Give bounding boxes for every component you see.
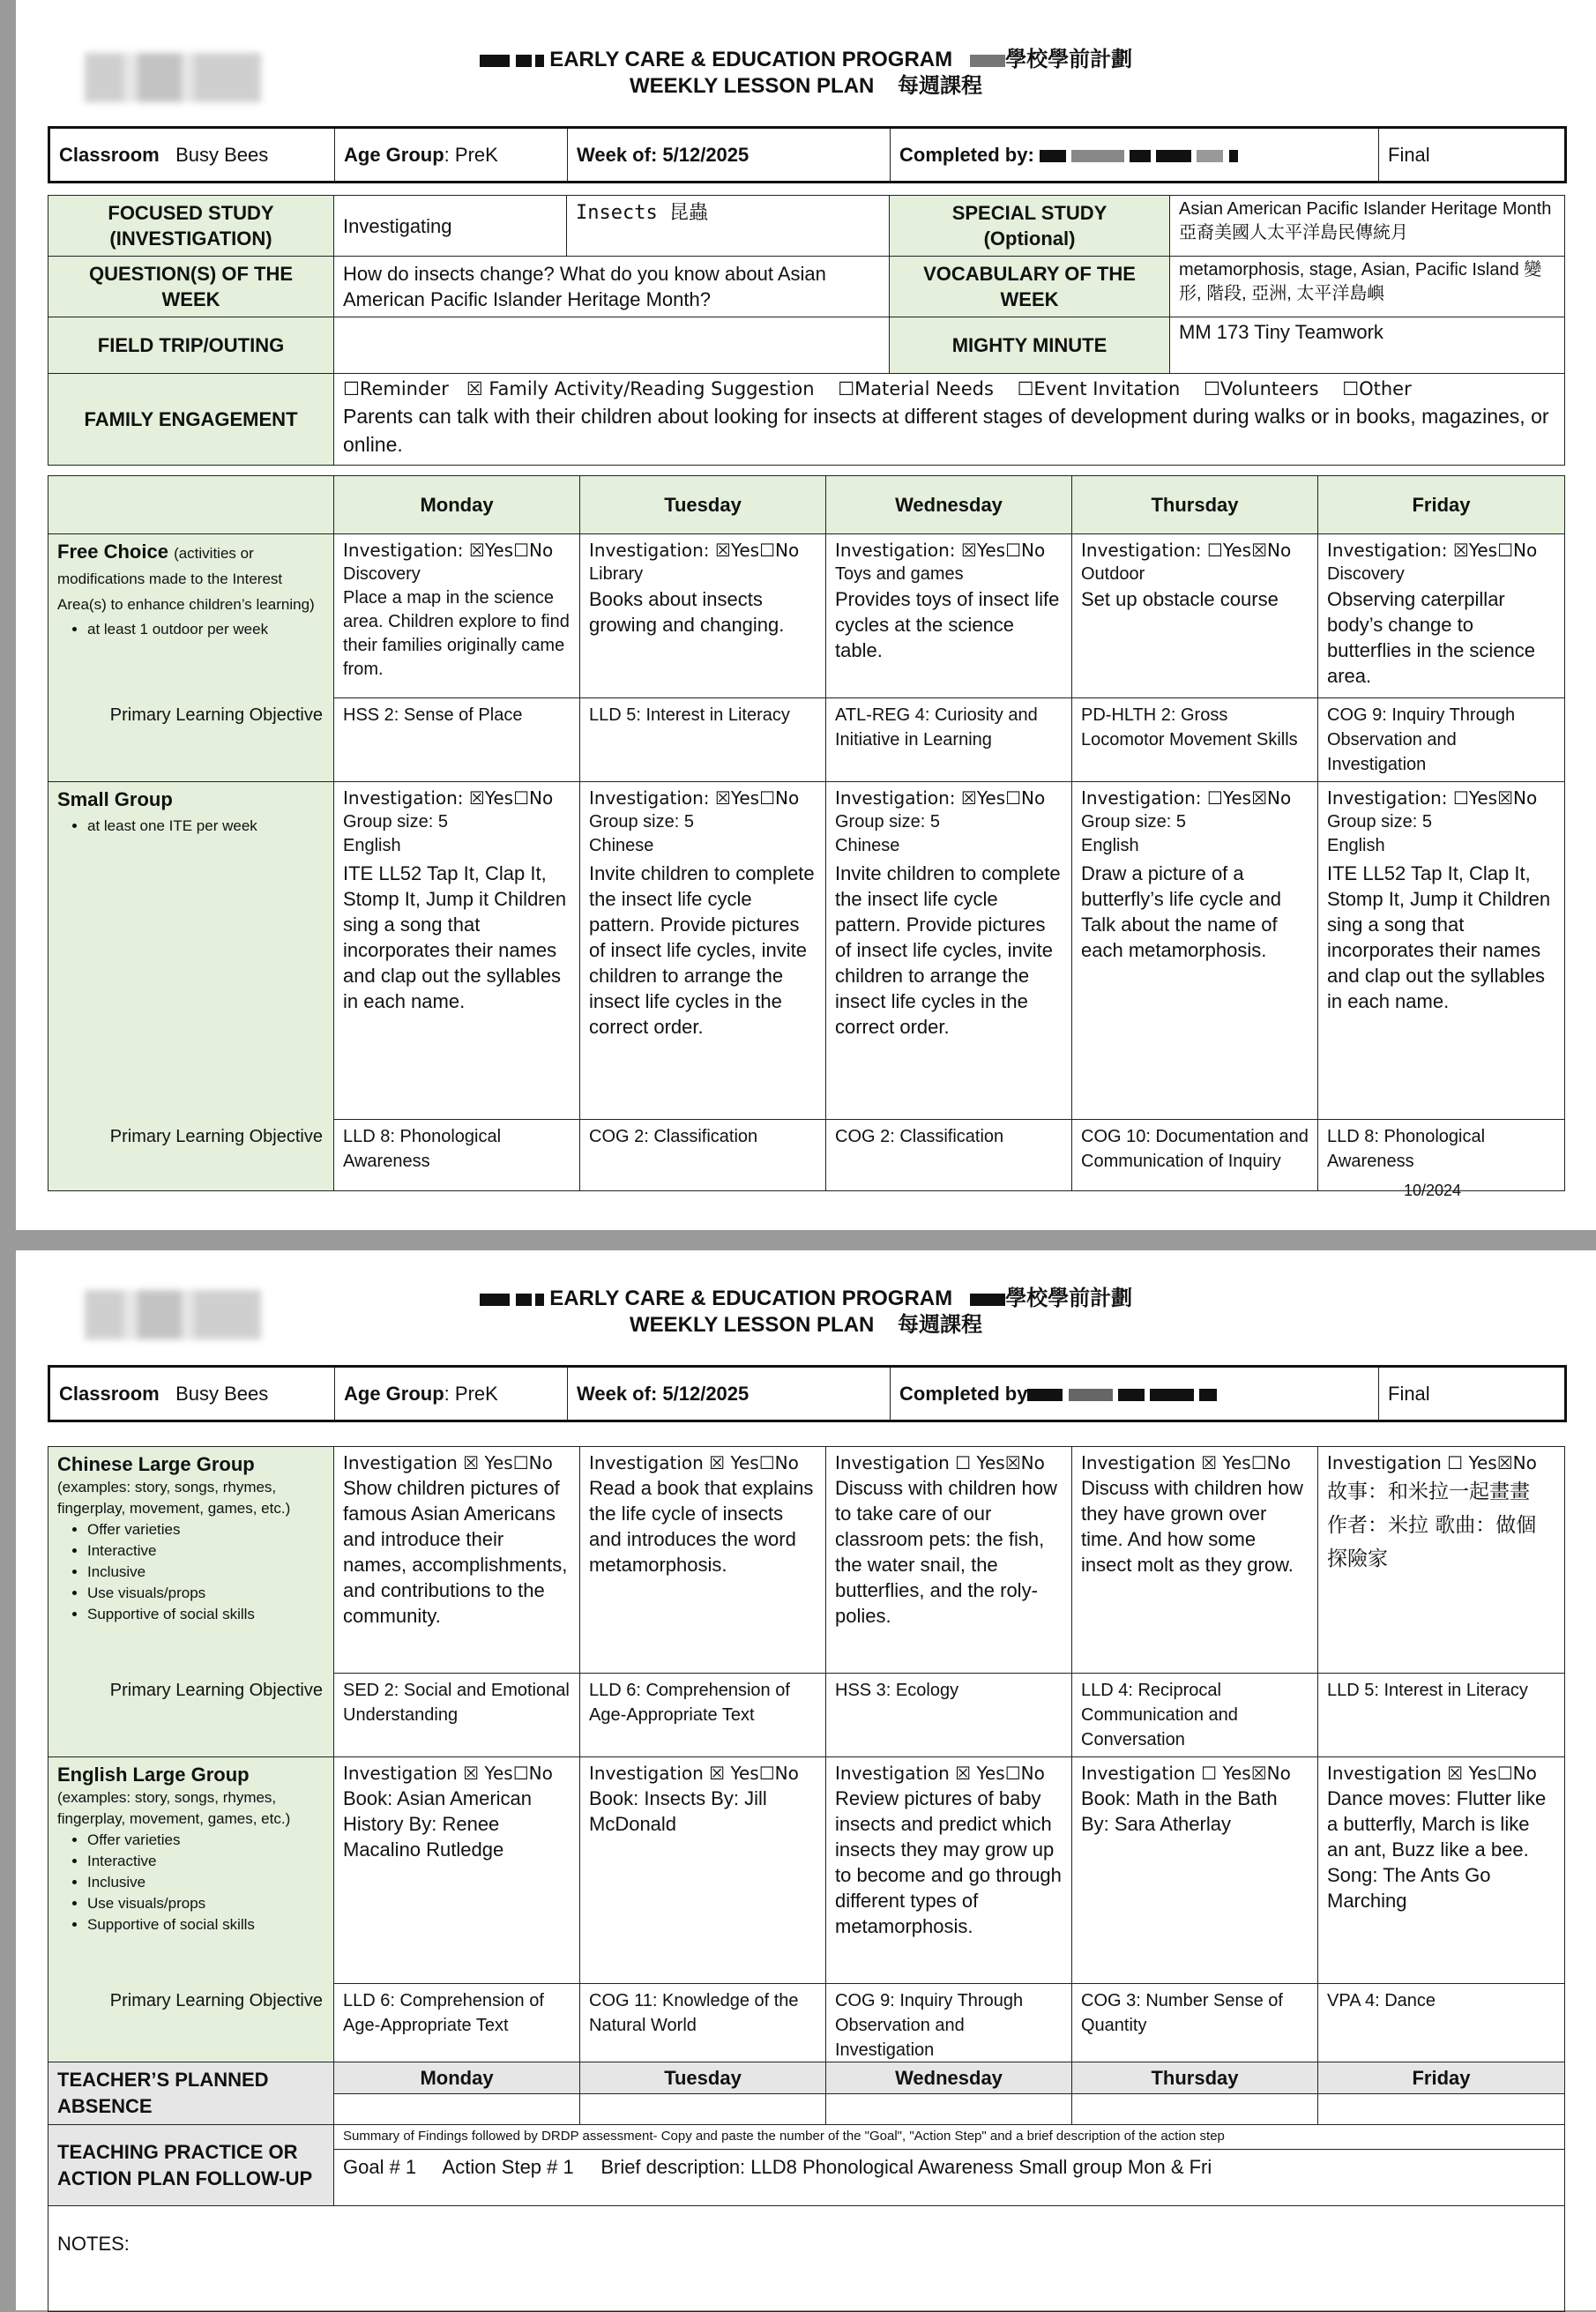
action-description: Brief description: LLD8 Phonological Awareness Small group Mon & Fri (600, 2156, 1212, 2178)
family-engagement-label: FAMILY ENGAGEMENT (48, 374, 334, 466)
chinese-large-group-wednesday: Investigation ☐ Yes☒No Discuss with children how to take care of our classroom pets: the fish, the water snail, the butterflies, and the roly-polies. (826, 1447, 1072, 1674)
absence-tuesday[interactable] (580, 2093, 826, 2125)
focused-study-label: FOCUSED STUDY (INVESTIGATION) (48, 196, 334, 257)
special-study-label: SPECIAL STUDY (Optional) (890, 196, 1170, 257)
page-1 (16, 0, 1596, 1230)
bullet-supportive: • Supportive of social skills (87, 1604, 324, 1625)
week-of-cell: Week of: 5/12/2025 (568, 128, 891, 183)
status-cell (1379, 1367, 1566, 1421)
chinese-objective-thursday: LLD 4: Reciprocal Communication and Conversation (1072, 1674, 1318, 1757)
small-group-bullet: • at least one ITE per week (87, 816, 324, 837)
small-group-label: Small Group (57, 788, 173, 810)
corner-cell (48, 476, 334, 534)
absence-monday[interactable] (334, 2093, 580, 2125)
free-choice-objective-tuesday: LLD 5: Interest in Literacy (580, 698, 826, 782)
bullet-use-visuals: • Use visuals/props (87, 1583, 324, 1604)
age-group-value: PreK (454, 144, 498, 166)
absence-header-friday: Friday (1318, 2062, 1565, 2094)
mighty-minute-label: MIGHTY MINUTE (890, 317, 1170, 374)
subtitle-zh: 每週課程 (898, 73, 983, 98)
chinese-large-group-monday: Investigation ☒ Yes☐No Show children pictures of famous Asian Americans and introduce their names, accomplishments, and contributions to the community. (334, 1447, 580, 1674)
free-choice-monday: Investigation: ☒Yes☐No Discovery Place a map in the science area. Children explore to find their families originally came from. (334, 534, 580, 698)
status-value: Final (1388, 1383, 1430, 1405)
small-group-wednesday: Investigation: ☒Yes☐No Group size: 5 Chinese Invite children to complete the insect life cycle pattern. Provide pictures of insect life cycles, invite children to arrange the insect life cycles in the correct order. (826, 782, 1072, 1120)
program-title: EARLY CARE & EDUCATION PROGRAM (549, 48, 953, 71)
action-step-number: Action Step # 1 (442, 2156, 574, 2178)
english-large-group-note: (examples: story, songs, rhymes, fingerplay, movement, games, etc.) (57, 1789, 291, 1827)
absence-header-monday: Monday (334, 2062, 580, 2094)
small-group-objective-wednesday: COG 2: Classification (826, 1120, 1072, 1191)
free-choice-note: (activities or modifications made to the Interest Area(s) to enhance children’s learning) (57, 545, 315, 613)
small-group-tuesday: Investigation: ☒Yes☐No Group size: 5 Chinese Invite children to complete the insect life cycle pattern. Provide pictures of insect life cycles, invite children to arrange the insect life cycles in the correct order. (580, 782, 826, 1120)
classroom-cell: Classroom Busy Bees (49, 128, 335, 183)
program-title-zh: 學校學前計劃 (1005, 1286, 1133, 1310)
goal-number: Goal # 1 (343, 2156, 417, 2178)
weekly-plan-table (48, 475, 1565, 1191)
family-engagement-cell (334, 374, 1565, 466)
bullet-inclusive: • Inclusive (87, 1562, 324, 1583)
followup-table (48, 2062, 1565, 2312)
vocab-value: metamorphosis, stage, Asian, Pacific Island 變形, 階段, 亞洲, 太平洋島嶼 (1170, 257, 1565, 317)
free-choice-wednesday: Investigation: ☒Yes☐No Toys and games Provides toys of insect life cycles at the science table. (826, 534, 1072, 698)
page-2 (16, 1250, 1596, 2310)
program-title: EARLY CARE & EDUCATION PROGRAM (549, 1287, 953, 1310)
free-choice-objective-monday: HSS 2: Sense of Place (334, 698, 580, 782)
small-group-objective-tuesday: COG 2: Classification (580, 1120, 826, 1191)
free-choice-friday: Investigation: ☒Yes☐No Discovery Observing caterpillar body’s change to butterflies in the science area. (1318, 534, 1565, 698)
program-title-zh: 學校學前計劃 (1005, 47, 1133, 71)
vocab-label: VOCABULARY OF THE WEEK (890, 257, 1170, 317)
chinese-large-group-objective-label: Primary Learning Objective (48, 1674, 334, 1757)
free-choice-label: Free Choice (57, 541, 168, 563)
status-value: Final (1388, 144, 1430, 166)
questions-value: How do insects change? What do you know about Asian American Pacific Islander Heritage Month? (334, 257, 890, 317)
classroom-cell: Classroom Busy Bees (49, 1367, 335, 1421)
bullet-offer-varieties: • Offer varieties (87, 1519, 324, 1540)
action-plan-summary: Summary of Findings followed by DRDP assessment- Copy and paste the number of the "Goal", "Action Step" and a brief description of the action step (334, 2125, 1565, 2150)
info-bar (48, 126, 1567, 183)
chinese-large-group-note: (examples: story, songs, rhymes, fingerplay, movement, games, etc.) (57, 1479, 291, 1517)
info-bar (48, 1365, 1567, 1422)
chinese-large-group-label: Chinese Large Group (57, 1453, 255, 1475)
english-large-group-thursday: Investigation ☐ Yes☒No Book: Math in the Bath By: Sara Atherlay (1072, 1757, 1318, 1984)
bullet-interactive: • Interactive (87, 1851, 324, 1872)
classroom-value: Busy Bees (175, 1383, 269, 1405)
small-group-objective-friday: LLD 8: Phonological Awareness (1318, 1120, 1565, 1191)
small-group-friday: Investigation: ☐Yes☒No Group size: 5 English ITE LL52 Tap It, Clap It, Stomp It, Jump it Children sing a song that incorporates their names and clap out the syllables in each name. (1318, 782, 1565, 1120)
absence-header-tuesday: Tuesday (580, 2062, 826, 2094)
english-objective-thursday: COG 3: Number Sense of Quantity (1072, 1984, 1318, 2068)
english-objective-friday: VPA 4: Dance (1318, 1984, 1565, 2068)
absence-header-thursday: Thursday (1072, 2062, 1318, 2094)
field-trip-value (334, 317, 890, 374)
page-header (16, 46, 1596, 73)
english-large-group-wednesday: Investigation ☒ Yes☐No Review pictures of baby insects and predict which insects they may grow up to become and go through different types of metamorphosis. (826, 1757, 1072, 1984)
chinese-large-group-friday: Investigation ☐ Yes☒No 故事：和米拉一起畫畫 作者：米拉 歌曲：做個探險家 (1318, 1447, 1565, 1674)
english-large-group-label: English Large Group (57, 1764, 250, 1786)
free-choice-label-cell (48, 534, 334, 698)
english-large-group-tuesday: Investigation ☒ Yes☐No Book: Insects By: Jill McDonald (580, 1757, 826, 1984)
questions-label: QUESTION(S) OF THE WEEK (48, 257, 334, 317)
chinese-objective-monday: SED 2: Social and Emotional Understanding (334, 1674, 580, 1757)
small-group-label-cell (48, 782, 334, 1120)
subtitle: WEEKLY LESSON PLAN (629, 74, 875, 98)
family-engagement-value: Parents can talk with their children about looking for insects at different stages of development during walks or in books, magazines, or online. (343, 405, 1549, 456)
day-header-monday: Monday (334, 476, 580, 534)
day-header-wednesday: Wednesday (826, 476, 1072, 534)
week-of-cell: Week of: 5/12/2025 (568, 1367, 891, 1421)
day-header-tuesday: Tuesday (580, 476, 826, 534)
free-choice-objective-label: Primary Learning Objective (48, 698, 334, 782)
status-cell (1379, 128, 1566, 183)
subtitle: WEEKLY LESSON PLAN (629, 1313, 875, 1337)
bullet-inclusive: • Inclusive (87, 1872, 324, 1893)
page-header (16, 1285, 1596, 1312)
free-choice-tuesday: Investigation: ☒Yes☐No Library Books about insects growing and changing. (580, 534, 826, 698)
bullet-interactive: • Interactive (87, 1540, 324, 1562)
chinese-large-group-tuesday: Investigation ☒ Yes☐No Read a book that explains the life cycle of insects and introduces the word metamorphosis. (580, 1447, 826, 1674)
small-group-monday: Investigation: ☒Yes☐No Group size: 5 English ITE LL52 Tap It, Clap It, Stomp It, Jump it Children sing a song that incorporates their names and clap out the syllables in each name. (334, 782, 580, 1120)
day-header-friday: Friday (1318, 476, 1565, 534)
action-plan-label: TEACHING PRACTICE OR ACTION PLAN FOLLOW-UP (48, 2125, 334, 2206)
classroom-value: Busy Bees (175, 144, 269, 166)
chinese-objective-tuesday: LLD 6: Comprehension of Age-Appropriate Text (580, 1674, 826, 1757)
action-plan-entry[interactable] (334, 2150, 1565, 2206)
free-choice-objective-wednesday: ATL-REG 4: Curiosity and Initiative in Learning (826, 698, 1072, 782)
chinese-objective-friday: LLD 5: Interest in Literacy (1318, 1674, 1565, 1757)
completed-by-cell: Completed by: (891, 128, 1379, 183)
planned-absence-label: TEACHER’S PLANNED ABSENCE (48, 2062, 334, 2125)
english-objective-monday: LLD 6: Comprehension of Age-Appropriate Text (334, 1984, 580, 2068)
absence-wednesday[interactable] (826, 2093, 1072, 2125)
revision-date: 10/2024 (1404, 1182, 1462, 1199)
absence-header-wednesday: Wednesday (826, 2062, 1072, 2094)
free-choice-thursday: Investigation: ☐Yes☒No Outdoor Set up obstacle course (1072, 534, 1318, 698)
special-study-value: Asian American Pacific Islander Heritage Month 亞裔美國人太平洋島民傳統月 (1170, 196, 1565, 257)
free-choice-objective-friday: COG 9: Inquiry Through Observation and Investigation (1318, 698, 1565, 782)
subtitle-zh: 每週課程 (898, 1312, 983, 1337)
absence-friday[interactable] (1318, 2093, 1565, 2125)
day-header-thursday: Thursday (1072, 476, 1318, 534)
english-objective-wednesday: COG 9: Inquiry Through Observation and Investigation (826, 1984, 1072, 2068)
bullet-use-visuals: • Use visuals/props (87, 1893, 324, 1914)
english-objective-tuesday: COG 11: Knowledge of the Natural World (580, 1984, 826, 2068)
english-large-group-monday: Investigation ☒ Yes☐No Book: Asian American History By: Renee Macalino Rutledge (334, 1757, 580, 1984)
small-group-objective-thursday: COG 10: Documentation and Communication of Inquiry (1072, 1120, 1318, 1191)
small-group-objective-monday: LLD 8: Phonological Awareness (334, 1120, 580, 1191)
focused-study-value: Investigating (334, 196, 567, 257)
english-large-group-label-cell (48, 1757, 334, 1984)
small-group-objective-label: Primary Learning Objective (48, 1120, 334, 1191)
notes-cell[interactable] (48, 2206, 1565, 2312)
age-group-cell: Age Group: PreK (335, 1367, 568, 1421)
chinese-large-group-thursday: Investigation ☒ Yes☐No Discuss with children how they have grown over time. And how some insect molt as they grow. (1072, 1447, 1318, 1674)
english-large-group-friday: Investigation ☒ Yes☐No Dance moves: Flutter like a butterfly, March is like an ant, Buzz like a bee. Song: The Ants Go Marching (1318, 1757, 1565, 1984)
bullet-supportive: • Supportive of social skills (87, 1914, 324, 1935)
study-table (48, 195, 1565, 466)
age-group-cell: Age Group: PreK (335, 128, 568, 183)
completed-by-cell: Completed by (891, 1367, 1379, 1421)
chinese-objective-wednesday: HSS 3: Ecology (826, 1674, 1072, 1757)
family-engagement-options: ☐Reminder ☒ Family Activity/Reading Suggestion ☐Material Needs ☐Event Invitation ☐Volunteers ☐Other (343, 378, 1412, 399)
large-group-table (48, 1446, 1565, 2068)
focused-study-topic: Insects 昆蟲 (567, 196, 890, 257)
field-trip-label: FIELD TRIP/OUTING (48, 317, 334, 374)
chinese-large-group-label-cell (48, 1447, 334, 1674)
small-group-thursday: Investigation: ☐Yes☒No Group size: 5 English Draw a picture of a butterfly’s life cycle and Talk about the name of each metamorphosis. (1072, 782, 1318, 1120)
bullet-offer-varieties: • Offer varieties (87, 1830, 324, 1851)
free-choice-bullet: • at least 1 outdoor per week (87, 619, 324, 640)
english-large-group-objective-label: Primary Learning Objective (48, 1984, 334, 2068)
mighty-minute-value: MM 173 Tiny Teamwork (1170, 317, 1565, 374)
age-group-value: PreK (454, 1383, 498, 1405)
notes-label: NOTES: (57, 2233, 130, 2255)
free-choice-objective-thursday: PD-HLTH 2: Gross Locomotor Movement Skills (1072, 698, 1318, 782)
absence-thursday[interactable] (1072, 2093, 1318, 2125)
